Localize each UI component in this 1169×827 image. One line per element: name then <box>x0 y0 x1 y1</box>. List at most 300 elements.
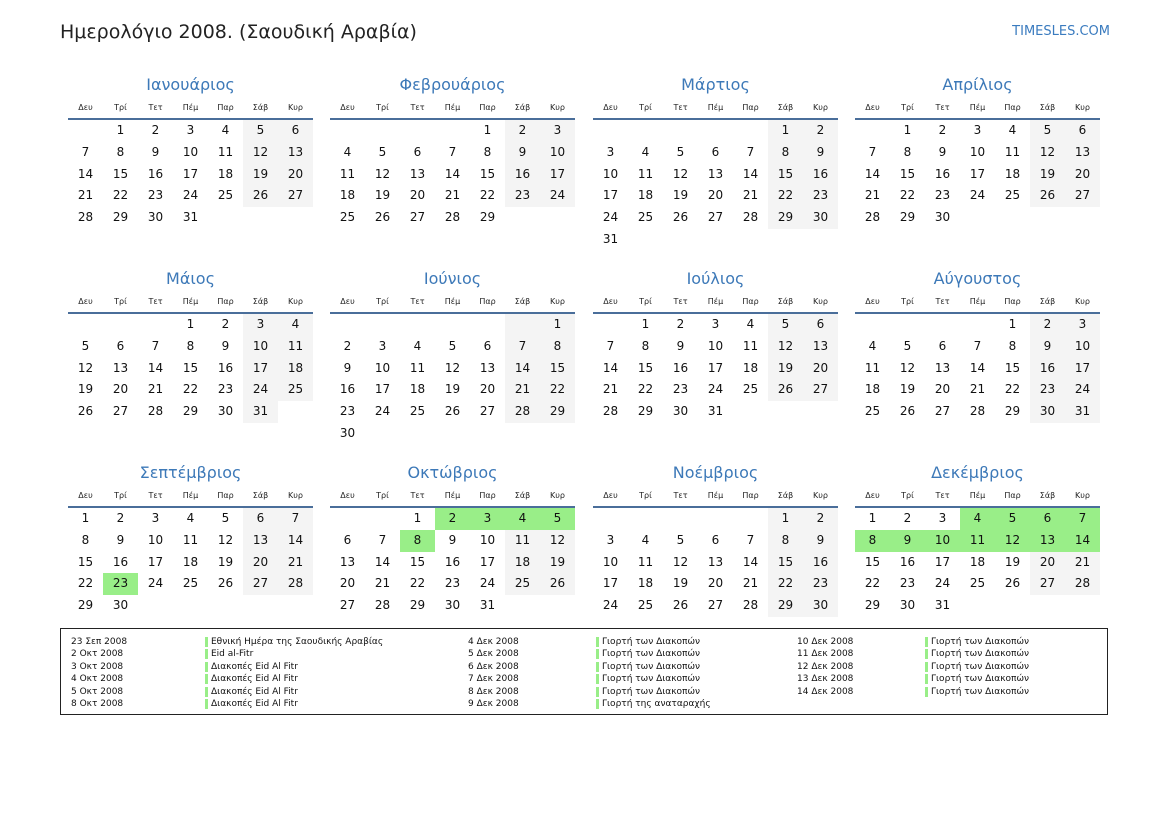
day-cell: 28 <box>505 401 540 423</box>
day-cell: 24 <box>969 188 986 203</box>
day-cell: 13 <box>243 530 278 552</box>
day-cell: 4 <box>868 338 877 353</box>
day-cell: 19 <box>899 382 916 397</box>
day-cell: 11 <box>637 166 654 181</box>
week-row <box>855 358 1100 380</box>
week-row <box>68 207 313 229</box>
day-cell: 28 <box>602 404 619 419</box>
day-cell: 16 <box>1030 358 1065 380</box>
weekday-label: Δευ <box>865 297 880 306</box>
empty-day <box>68 120 103 142</box>
day-cell: 8 <box>768 142 803 164</box>
weekday-header <box>855 486 1100 508</box>
day-cell: 19 <box>243 164 278 186</box>
day-cell: 1 <box>868 511 877 525</box>
week-row <box>330 530 575 552</box>
day-cell: 3 <box>540 120 575 142</box>
holiday-day: 6 <box>1030 508 1065 530</box>
empty-day <box>663 120 698 142</box>
empty-day <box>330 314 365 336</box>
day-cell: 8 <box>116 144 125 159</box>
legend-holiday-name: Γιορτή των Διακοπών <box>596 637 700 647</box>
day-cell: 21 <box>77 188 94 203</box>
day-cell: 6 <box>711 532 720 547</box>
day-cell: 29 <box>112 210 129 225</box>
day-cell: 1 <box>413 511 422 525</box>
weekday-label: Τρί <box>639 491 652 500</box>
day-cell: 20 <box>707 576 724 591</box>
day-cell: 24 <box>479 576 496 591</box>
day-cell: 25 <box>339 210 356 225</box>
weekday-label: Σάβ <box>777 491 794 500</box>
day-cell: 31 <box>707 404 724 419</box>
day-cell: 18 <box>742 360 759 375</box>
day-cell: 28 <box>444 210 461 225</box>
legend-date: 23 Σεπ 2008 <box>71 637 128 647</box>
day-cell: 24 <box>1065 379 1100 401</box>
day-cell: 9 <box>803 530 838 552</box>
empty-day <box>68 314 103 336</box>
weekday-label: Τετ <box>935 297 950 306</box>
day-cell: 29 <box>899 210 916 225</box>
day-cell: 13 <box>1065 142 1100 164</box>
weekday-label: Κυρ <box>550 103 565 112</box>
day-cell: 23 <box>672 382 689 397</box>
day-cell: 22 <box>112 188 129 203</box>
weekday-label: Δευ <box>865 103 880 112</box>
day-cell: 16 <box>112 554 129 569</box>
week-row <box>593 595 838 617</box>
day-cell: 16 <box>672 360 689 375</box>
day-cell: 30 <box>112 598 129 613</box>
legend-holiday-name: Γιορτή των Διακοπών <box>596 649 700 659</box>
weekday-label: Παρ <box>1004 491 1021 500</box>
empty-day <box>593 120 628 142</box>
day-cell: 2 <box>221 317 230 331</box>
day-cell: 1 <box>768 120 803 142</box>
day-cell: 14 <box>77 166 94 181</box>
day-cell: 6 <box>413 144 422 159</box>
holiday-day: 12 <box>995 530 1030 552</box>
day-cell: 12 <box>540 530 575 552</box>
day-cell: 20 <box>803 358 838 380</box>
day-cell: 9 <box>938 144 947 159</box>
holiday-legend <box>60 628 1108 715</box>
day-cell: 26 <box>672 598 689 613</box>
weekday-label: Κυρ <box>288 297 303 306</box>
empty-day <box>243 595 278 617</box>
weekday-label: Παρ <box>479 297 496 306</box>
day-cell: 30 <box>899 598 916 613</box>
legend-holiday-name: Γιορτή των Διακοπών <box>925 687 1029 697</box>
legend-holiday-name: Διακοπές Eid Al Fitr <box>205 687 298 697</box>
weekday-label: Δευ <box>78 297 93 306</box>
day-cell: 9 <box>1030 336 1065 358</box>
day-cell: 26 <box>768 379 803 401</box>
legend-date: 8 Δεκ 2008 <box>468 686 519 697</box>
empty-day <box>365 120 400 142</box>
day-cell: 18 <box>409 382 426 397</box>
day-cell: 28 <box>864 210 881 225</box>
empty-day <box>243 207 278 229</box>
day-cell: 20 <box>1065 164 1100 186</box>
day-cell: 10 <box>540 142 575 164</box>
weekday-label: Τετ <box>410 491 425 500</box>
week-row <box>68 508 313 530</box>
day-cell: 11 <box>409 360 426 375</box>
day-cell: 10 <box>707 338 724 353</box>
week-row <box>330 207 575 229</box>
holiday-day: 8 <box>855 530 890 552</box>
day-cell: 1 <box>641 317 650 331</box>
weekday-label: Τρί <box>901 103 914 112</box>
day-cell: 19 <box>540 552 575 574</box>
weekday-label: Πέμ <box>182 297 199 306</box>
day-cell: 2 <box>803 120 838 142</box>
site-link[interactable]: TIMESLES.COM <box>1012 24 1110 39</box>
day-cell: 12 <box>672 554 689 569</box>
legend-column <box>797 636 1029 698</box>
weekday-header <box>68 98 313 120</box>
weekday-header <box>855 98 1100 120</box>
month-block <box>593 72 838 251</box>
day-cell: 13 <box>707 554 724 569</box>
day-cell: 12 <box>672 166 689 181</box>
day-cell: 17 <box>602 188 619 203</box>
day-cell: 15 <box>864 554 881 569</box>
empty-day <box>733 120 768 142</box>
day-cell: 22 <box>479 188 496 203</box>
day-cell: 13 <box>803 336 838 358</box>
month-block <box>68 72 313 229</box>
day-cell: 11 <box>637 554 654 569</box>
day-cell: 21 <box>969 382 986 397</box>
weekday-label: Παρ <box>1004 297 1021 306</box>
day-cell: 1 <box>483 123 492 137</box>
day-cell: 4 <box>641 532 650 547</box>
week-row <box>855 508 1100 530</box>
day-cell: 18 <box>1004 166 1021 181</box>
day-cell: 9 <box>151 144 160 159</box>
day-cell: 20 <box>479 382 496 397</box>
day-cell: 23 <box>147 188 164 203</box>
day-cell: 13 <box>409 166 426 181</box>
empty-day <box>733 229 768 251</box>
day-cell: 27 <box>278 185 313 207</box>
week-row <box>855 142 1100 164</box>
legend-holiday-name: Εθνική Ημέρα της Σαουδικής Αραβίας <box>205 637 383 647</box>
day-cell: 9 <box>803 142 838 164</box>
legend-entry <box>468 661 711 673</box>
day-cell: 28 <box>969 404 986 419</box>
day-cell: 13 <box>707 166 724 181</box>
weekday-label: Πέμ <box>182 103 199 112</box>
weekday-label: Δευ <box>78 103 93 112</box>
legend-holiday-name: Γιορτή των Διακοπών <box>596 687 700 697</box>
day-cell: 18 <box>637 188 654 203</box>
weekday-label: Τετ <box>673 297 688 306</box>
day-cell: 3 <box>186 123 195 137</box>
day-cell: 27 <box>112 404 129 419</box>
day-cell: 23 <box>339 404 356 419</box>
legend-holiday-name: Διακοπές Eid Al Fitr <box>205 674 298 684</box>
day-cell: 1 <box>116 123 125 137</box>
weekday-label: Σάβ <box>1039 103 1056 112</box>
day-cell: 8 <box>483 144 492 159</box>
day-cell: 23 <box>934 188 951 203</box>
month-name: Απρίλιος <box>942 75 1013 94</box>
week-row <box>855 573 1100 595</box>
legend-holiday-name: Γιορτή των Διακοπών <box>925 649 1029 659</box>
week-row <box>330 358 575 380</box>
legend-holiday-name: Γιορτή των Διακοπών <box>925 674 1029 684</box>
week-row <box>330 379 575 401</box>
weekday-label: Τρί <box>114 103 127 112</box>
legend-entry <box>797 636 1029 648</box>
day-cell: 14 <box>742 166 759 181</box>
month-name: Μάρτιος <box>681 75 750 94</box>
week-row <box>855 336 1100 358</box>
day-cell: 14 <box>742 554 759 569</box>
legend-entry <box>797 686 1029 698</box>
empty-day <box>330 508 365 530</box>
holiday-day: 5 <box>995 508 1030 530</box>
empty-day <box>663 229 698 251</box>
weekday-label: Κυρ <box>1075 103 1090 112</box>
empty-day <box>960 207 995 229</box>
day-cell: 20 <box>243 552 278 574</box>
day-cell: 5 <box>1030 120 1065 142</box>
week-row <box>855 401 1100 423</box>
weekday-label: Τρί <box>376 103 389 112</box>
week-row <box>68 358 313 380</box>
legend-entry <box>71 648 383 660</box>
month-block <box>855 72 1100 229</box>
empty-day <box>278 401 313 423</box>
day-cell: 9 <box>343 360 352 375</box>
weekday-label: Σάβ <box>514 491 531 500</box>
weekday-label: Κυρ <box>550 297 565 306</box>
day-cell: 3 <box>378 338 387 353</box>
day-cell: 17 <box>479 554 496 569</box>
day-cell: 21 <box>742 576 759 591</box>
day-cell: 22 <box>540 379 575 401</box>
day-cell: 23 <box>899 576 916 591</box>
day-cell: 21 <box>147 382 164 397</box>
weekday-label: Δευ <box>603 491 618 500</box>
day-cell: 12 <box>243 142 278 164</box>
day-cell: 18 <box>637 576 654 591</box>
day-cell: 31 <box>1065 401 1100 423</box>
day-cell: 30 <box>803 595 838 617</box>
holiday-day: 10 <box>925 530 960 552</box>
week-row <box>330 401 575 423</box>
weekday-label: Δευ <box>603 297 618 306</box>
day-cell: 29 <box>409 598 426 613</box>
day-cell: 27 <box>803 379 838 401</box>
day-cell: 10 <box>147 532 164 547</box>
holiday-day: 7 <box>1065 508 1100 530</box>
day-cell: 15 <box>409 554 426 569</box>
empty-day <box>540 207 575 229</box>
day-cell: 10 <box>969 144 986 159</box>
day-cell: 26 <box>540 573 575 595</box>
legend-entry <box>797 661 1029 673</box>
day-cell: 25 <box>1004 188 1021 203</box>
empty-day <box>663 508 698 530</box>
empty-day <box>628 229 663 251</box>
day-cell: 11 <box>339 166 356 181</box>
day-cell: 17 <box>147 554 164 569</box>
day-cell: 8 <box>768 530 803 552</box>
day-cell: 2 <box>676 317 685 331</box>
day-cell: 30 <box>147 210 164 225</box>
day-cell: 19 <box>672 576 689 591</box>
empty-day <box>365 314 400 336</box>
legend-date: 4 Οκτ 2008 <box>71 674 124 685</box>
day-cell: 2 <box>151 123 160 137</box>
month-name: Νοέμβριος <box>672 463 759 482</box>
day-cell: 1 <box>768 508 803 530</box>
day-cell: 25 <box>409 404 426 419</box>
month-name: Ιούλιος <box>686 269 745 288</box>
month-block <box>593 266 838 423</box>
day-cell: 6 <box>711 144 720 159</box>
week-row <box>68 401 313 423</box>
day-cell: 1 <box>186 317 195 331</box>
month-name: Μάιος <box>166 269 215 288</box>
legend-date: 7 Δεκ 2008 <box>468 674 519 685</box>
day-cell: 1 <box>903 123 912 137</box>
weekday-label: Παρ <box>217 491 234 500</box>
legend-date: 9 Δεκ 2008 <box>468 698 519 709</box>
day-cell: 2 <box>343 338 352 353</box>
day-cell: 17 <box>934 554 951 569</box>
weekday-label: Πέμ <box>707 491 724 500</box>
day-cell: 21 <box>505 379 540 401</box>
week-row <box>68 314 313 336</box>
legend-entry <box>71 673 383 685</box>
day-cell: 25 <box>278 379 313 401</box>
weekday-label: Παρ <box>217 103 234 112</box>
holiday-day: 9 <box>890 530 925 552</box>
legend-entry <box>71 661 383 673</box>
day-cell: 2 <box>505 120 540 142</box>
day-cell: 22 <box>409 576 426 591</box>
empty-day <box>995 207 1030 229</box>
weekday-header <box>330 98 575 120</box>
weekday-label: Τρί <box>376 297 389 306</box>
month-name: Ιούνιος <box>423 269 482 288</box>
week-row <box>330 423 575 445</box>
day-cell: 26 <box>217 576 234 591</box>
day-cell: 29 <box>768 595 803 617</box>
week-row <box>593 229 838 251</box>
day-cell: 20 <box>278 164 313 186</box>
day-cell: 31 <box>182 210 199 225</box>
week-row <box>855 314 1100 336</box>
week-row <box>330 120 575 142</box>
holiday-day: 8 <box>400 530 435 552</box>
weekday-label: Σάβ <box>777 103 794 112</box>
day-cell: 1 <box>81 511 90 525</box>
day-cell: 27 <box>707 210 724 225</box>
day-cell: 17 <box>540 164 575 186</box>
month-name: Οκτώβριος <box>407 463 498 482</box>
day-cell: 12 <box>77 360 94 375</box>
day-cell: 24 <box>707 382 724 397</box>
day-cell: 31 <box>934 598 951 613</box>
week-row <box>593 164 838 186</box>
day-cell: 11 <box>182 532 199 547</box>
day-cell: 22 <box>1004 382 1021 397</box>
weekday-label: Δευ <box>865 491 880 500</box>
day-cell: 12 <box>374 166 391 181</box>
day-cell: 19 <box>374 188 391 203</box>
legend-entry <box>468 686 711 698</box>
week-row <box>593 207 838 229</box>
day-cell: 31 <box>243 401 278 423</box>
legend-date: 11 Δεκ 2008 <box>797 649 854 660</box>
weekday-label: Τρί <box>114 297 127 306</box>
day-cell: 8 <box>186 338 195 353</box>
day-cell: 19 <box>1004 554 1021 569</box>
day-cell: 16 <box>505 164 540 186</box>
weekday-label: Κυρ <box>1075 491 1090 500</box>
week-row <box>593 120 838 142</box>
holiday-day: 11 <box>960 530 995 552</box>
weekday-label: Τρί <box>376 491 389 500</box>
day-cell: 16 <box>444 554 461 569</box>
weekday-label: Τετ <box>935 491 950 500</box>
day-cell: 7 <box>378 532 387 547</box>
day-cell: 15 <box>899 166 916 181</box>
weekday-label: Πέμ <box>969 491 986 500</box>
day-cell: 25 <box>864 404 881 419</box>
day-cell: 11 <box>742 338 759 353</box>
weekday-label: Πέμ <box>444 491 461 500</box>
day-cell: 12 <box>1030 142 1065 164</box>
week-row <box>593 401 838 423</box>
day-cell: 2 <box>1030 314 1065 336</box>
day-cell: 16 <box>899 554 916 569</box>
day-cell: 31 <box>479 598 496 613</box>
weekday-label: Δευ <box>78 491 93 500</box>
empty-day <box>890 314 925 336</box>
day-cell: 1 <box>540 314 575 336</box>
day-cell: 28 <box>77 210 94 225</box>
weekday-label: Τρί <box>639 103 652 112</box>
day-cell: 20 <box>934 382 951 397</box>
day-cell: 26 <box>899 404 916 419</box>
day-cell: 29 <box>479 210 496 225</box>
legend-holiday-name: Γιορτή της αναταραχής <box>596 699 711 709</box>
weekday-label: Παρ <box>479 491 496 500</box>
day-cell: 11 <box>217 144 234 159</box>
day-cell: 22 <box>768 573 803 595</box>
weekday-label: Παρ <box>742 491 759 500</box>
empty-day <box>628 508 663 530</box>
day-cell: 16 <box>934 166 951 181</box>
weekday-label: Κυρ <box>288 491 303 500</box>
day-cell: 13 <box>479 360 496 375</box>
week-row <box>593 336 838 358</box>
day-cell: 21 <box>444 188 461 203</box>
month-name: Ιανουάριος <box>146 75 235 94</box>
day-cell: 24 <box>602 598 619 613</box>
day-cell: 8 <box>81 532 90 547</box>
day-cell: 15 <box>1004 360 1021 375</box>
